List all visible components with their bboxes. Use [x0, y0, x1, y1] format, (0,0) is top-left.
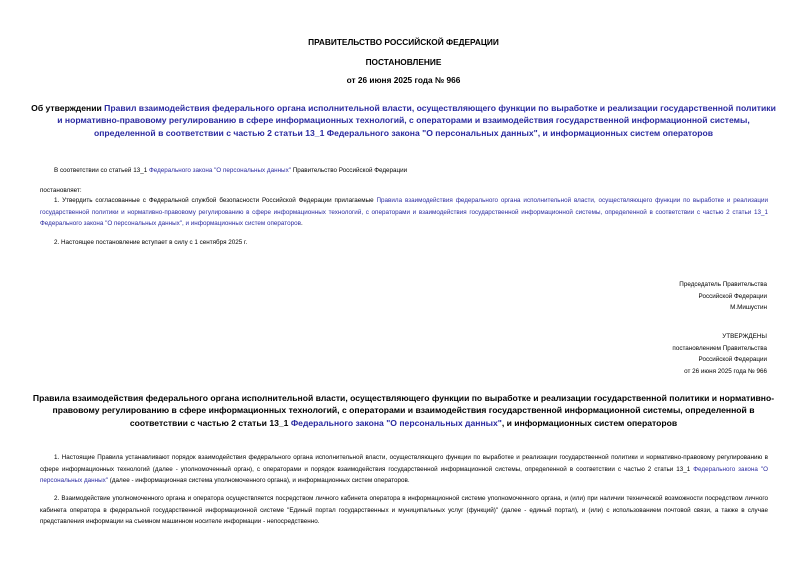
- approval-line-2: постановлением Правительства: [672, 344, 767, 352]
- document-title: [30, 102, 777, 139]
- signature-line-1: Председатель Правительства: [679, 281, 767, 288]
- document-type: ПОСТАНОВЛЕНИЕ: [365, 57, 442, 67]
- item-1: [40, 195, 768, 230]
- signature-line-3: М.Мишустин: [730, 304, 767, 311]
- signature-line-2: Российской Федерации: [698, 292, 767, 300]
- rules-p1-prefix: 1. Настоящие Правила устанавливают порядок взаимодействия федерального органа исполнительной власти, осуществляющего функции по выработке и реализации государственной политики и нормативно-правовому регулированию в сфере информационных технологий (далее - уполномоченный орган), с операторами и порядок взаимодействия государственной информационной системы, определенной в соответствии с частью 2 статьи 13_1: [40, 454, 768, 473]
- decrees-word: постановляет:: [40, 187, 82, 194]
- rules-p1-law-link[interactable]: Федерального закона "О персональных данных": [40, 465, 768, 484]
- document-date-number: от 26 июня 2025 года № 966: [346, 75, 461, 85]
- rules-heading-law-link[interactable]: Федерального закона "О персональных данных": [290, 417, 502, 428]
- signature-block: [679, 279, 767, 314]
- preamble: [54, 165, 774, 177]
- item1-suffix: .: [300, 220, 303, 227]
- rules-heading-suffix: , и информационных систем операторов: [501, 417, 678, 428]
- preamble-suffix: Правительство Российской Федерации: [290, 167, 408, 174]
- title-rules-link[interactable]: Правил взаимодействия федерального органа исполнительной власти, осуществляющего функции по выработке и реализации государственной политики и нормативно-правовому регулированию в сфере информационных технологий, с операторами и взаимодействия государственной информационной системы, определенной в соответствии с частью 2 статьи 13_1 Федерального закона "О персональных данных", и информационных систем операторов: [57, 103, 776, 138]
- rules-p1-suffix: (далее - информационная система уполномоченного органа), и информационных систем операторов.: [108, 477, 410, 484]
- rules-paragraph-2: 2. Взаимодействие уполномоченного органа и оператора осуществляется посредством личного кабинета оператора в информационной системе уполномоченного органа, и (или) при наличии технической возможности посредством личного кабинета оператора в федеральной государственной информационной системе "Единый портал государственных и муниципальных услуг (функций)" (далее - единый портал), и (или) с использованием почтовой связи, а также в случае представления информации на съемном машинном носителе информации - непосредственно.: [40, 495, 768, 525]
- item-2: 2. Настоящее постановление вступает в силу с 1 сентября 2025 г.: [54, 239, 248, 246]
- item1-prefix: 1. Утвердить согласованные с Федеральной службой безопасности Российской Федерации прилагаемые: [54, 197, 377, 204]
- preamble-law-link[interactable]: Федерального закона "О персональных данных": [148, 167, 291, 174]
- preamble-prefix: В соответствии со статьей 13_1: [54, 167, 149, 174]
- title-prefix: Об утверждении: [31, 103, 105, 113]
- rules-heading: [30, 392, 777, 429]
- government-header: ПРАВИТЕЛЬСТВО РОССИЙСКОЙ ФЕДЕРАЦИИ: [308, 37, 499, 47]
- rules-paragraph-1: [40, 452, 768, 487]
- item1-rules-link[interactable]: Правила взаимодействия федерального органа исполнительной власти, осуществляющего функции по выработке и реализации государственной политики и нормативно-правовому регулированию в сфере информационных технологий, с операторами и взаимодействия государственной информационной системы, определенной в соответствии с частью 2 статьи 13_1 Федерального закона "О персональных данных", и информационных систем операторов: [40, 197, 768, 227]
- approval-block: [672, 331, 767, 377]
- approval-line-1: УТВЕРЖДЕНЫ: [722, 333, 767, 340]
- approval-line-3: Российской Федерации: [698, 356, 767, 363]
- approval-line-4: от 26 июня 2025 года № 966: [684, 367, 767, 375]
- rules-heading-prefix: Правила взаимодействия федерального органа исполнительной власти, осуществляющего функции по выработке и реализации государственной политики и нормативно-правовому регулированию в сфере информационных технологий, с операторами и взаимодействия государственной информационной системы, определенной в соответствии с частью 2 статьи 13_1: [32, 393, 775, 428]
